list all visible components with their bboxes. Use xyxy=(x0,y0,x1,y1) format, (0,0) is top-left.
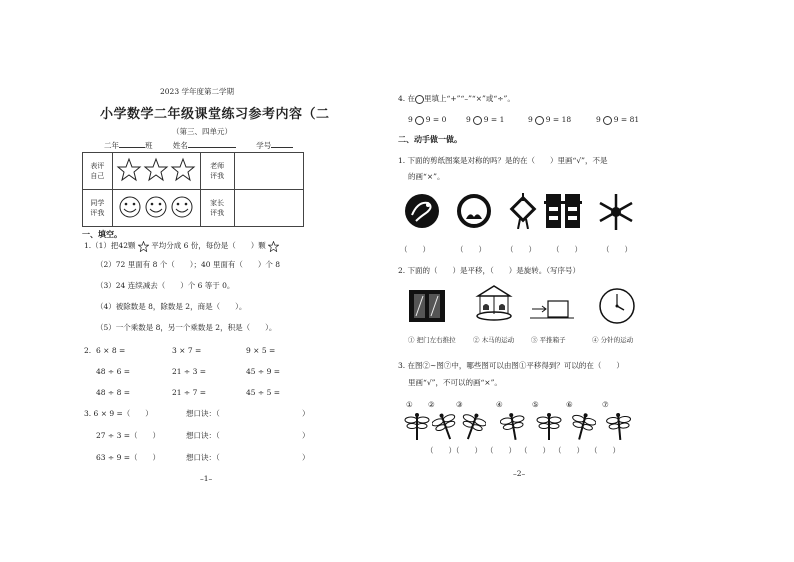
q4-prompt: 4. 在 里填上“+”“–”“×”或“÷”。 xyxy=(398,94,515,103)
q4-item: 9 9 = 18 xyxy=(528,115,572,124)
smiley-icon[interactable] xyxy=(120,197,140,217)
q3-formula: 想口诀：（ xyxy=(186,453,220,462)
circle-blank-icon xyxy=(415,95,424,104)
section-fill-blank: 一、填空。 xyxy=(82,229,122,239)
q4-item: 9 9 = 81 xyxy=(596,115,640,124)
answer-blank[interactable]: （ ） xyxy=(400,245,430,254)
answer-blank[interactable]: （ ） xyxy=(520,446,550,455)
answer-blank[interactable]: （ ） xyxy=(486,446,516,455)
caption: ① 把门左右推拉 xyxy=(408,336,456,344)
star-icon[interactable] xyxy=(118,159,140,180)
figure-label: ④ xyxy=(496,400,503,409)
q2-item: 48 ÷ 8 = xyxy=(96,388,131,397)
q1-part2: （2）72 里面有 8 个（ ）；40 里面有（ ）个 8 xyxy=(96,260,281,269)
page-title: 小学数学二年级课堂练习参考内容（二 xyxy=(100,107,330,122)
operator-circle[interactable] xyxy=(603,116,612,125)
p1-question-cont: 的画“×”。 xyxy=(408,172,445,181)
q4-item: 9 9 = 1 xyxy=(466,115,505,124)
q1-part4: （4）被除数是 8，除数是 2，商是（ ）。 xyxy=(96,302,247,311)
q2-item: 21 ÷ 7 = xyxy=(172,388,207,397)
answer-blank[interactable]: （ ） xyxy=(426,446,456,455)
page-number: –1– xyxy=(200,474,213,483)
clock-icon xyxy=(598,287,636,325)
answer-blank[interactable]: （ ） xyxy=(452,446,482,455)
answer-blank[interactable]: （ ） xyxy=(590,446,620,455)
answer-blank[interactable]: （ ） xyxy=(506,245,536,254)
operator-circle[interactable] xyxy=(473,116,482,125)
operator-circle[interactable] xyxy=(535,116,544,125)
q3-expression: 3. 6 × 9 =（ ） xyxy=(84,409,153,418)
id-label: 学号 xyxy=(256,141,272,150)
caption: ③ 平推箱子 xyxy=(531,336,566,344)
page-subtitle: （第三、四单元） xyxy=(172,127,232,136)
q2-item: 21 ÷ 3 = xyxy=(172,367,207,376)
carousel-icon xyxy=(474,284,514,322)
star-icon[interactable] xyxy=(145,159,167,180)
q2-item: 45 ÷ 9 = xyxy=(246,367,281,376)
figure-label: ② xyxy=(428,400,435,409)
student-info-line xyxy=(104,140,293,151)
parent-eval-cell[interactable] xyxy=(234,190,303,227)
answer-blank[interactable]: （ ） xyxy=(456,245,486,254)
figure-label: ⑥ xyxy=(566,400,573,409)
p1-question: 1. 下面的剪纸图案是对称的吗？是的在（ ）里画“√”，不是 xyxy=(398,156,608,165)
evaluation-table xyxy=(82,152,304,227)
q3-formula: 想口诀：（ xyxy=(186,409,220,418)
q3-close: ） xyxy=(302,431,310,440)
teacher-eval-cell[interactable] xyxy=(234,153,303,190)
snowflake-papercut-icon xyxy=(597,193,635,231)
parent-eval-label: 家长 评我 xyxy=(200,190,234,227)
dragonfly-icon xyxy=(404,408,430,442)
q1-part1: 1.（1）把42颗 平均分成 6 份，每份是（ ）颗 xyxy=(84,240,279,252)
answer-blank[interactable]: （ ） xyxy=(602,245,632,254)
smiley-icon[interactable] xyxy=(146,197,166,217)
operator-circle[interactable] xyxy=(415,116,424,125)
caption: ④ 分针的运动 xyxy=(592,336,634,344)
dragonfly-icon xyxy=(606,408,632,442)
dragonfly-icon xyxy=(500,408,526,442)
answer-blank[interactable]: （ ） xyxy=(552,245,582,254)
q3-expression: 27 ÷ 3 =（ ） xyxy=(96,431,161,440)
star-icon[interactable] xyxy=(172,159,194,180)
dragonfly-icon xyxy=(460,408,486,442)
answer-blank[interactable]: （ ） xyxy=(554,446,584,455)
dragonfly-icon xyxy=(570,408,596,442)
dragonfly-icon xyxy=(536,408,562,442)
smiley-rating[interactable] xyxy=(112,190,200,227)
figure-label: ⑦ xyxy=(602,400,609,409)
caption: ② 木马的运动 xyxy=(473,336,515,344)
teacher-eval-label: 老师 评我 xyxy=(200,153,234,190)
q2-item: 6 × 8 = xyxy=(96,346,126,355)
q2-item: 3 × 7 = xyxy=(172,346,202,355)
q3-formula: 想口诀：（ xyxy=(186,431,220,440)
q3-close: ） xyxy=(302,453,310,462)
knot-papercut-icon xyxy=(508,193,538,229)
q2-item: 45 ÷ 5 = xyxy=(246,388,281,397)
figure-label: ⑤ xyxy=(532,400,539,409)
birds-papercut-icon xyxy=(456,193,492,229)
grade-label: 二年 xyxy=(104,141,119,150)
q2-item: 9 × 5 = xyxy=(246,346,276,355)
p3-question: 3. 在图②~图⑦中，哪些图可以由图①平移得到？可以的在（ ） xyxy=(398,361,624,370)
double-happiness-papercut-icon xyxy=(544,192,582,230)
star-icon xyxy=(268,241,279,252)
section-hands-on: 二、动手做一做。 xyxy=(398,134,462,144)
peer-eval-label: 同学 评我 xyxy=(83,190,113,227)
name-label: 姓名 xyxy=(172,141,188,150)
class-label: 班 xyxy=(145,141,153,150)
star-icon xyxy=(138,241,149,252)
q1-part5: （5）一个乘数是 8，另一个乘数是 2，积是（ ）。 xyxy=(96,323,277,332)
figure-label: ③ xyxy=(456,400,463,409)
p3-question-cont: 里画“√”，不可以的画“×”。 xyxy=(408,378,502,387)
p2-question: 2. 下面的（ ）是平移，（ ）是旋转。（写序号） xyxy=(398,266,581,275)
pushing-box-icon xyxy=(530,297,574,323)
smiley-icon[interactable] xyxy=(172,197,192,217)
page-number: –2– xyxy=(513,469,526,478)
semester-header: 2023 学年度第二学期 xyxy=(160,87,234,96)
self-eval-label: 表评 自己 xyxy=(83,153,113,190)
q3-close: ） xyxy=(302,409,310,418)
q2-item: 48 ÷ 6 = xyxy=(96,367,131,376)
dragon-papercut-icon xyxy=(404,193,440,229)
figure-label: ① xyxy=(406,400,413,409)
q2-number: 2. xyxy=(84,346,92,355)
star-icons xyxy=(116,157,196,183)
sliding-door-icon xyxy=(408,289,446,323)
q3-expression: 63 ÷ 9 =（ ） xyxy=(96,453,161,462)
q4-item: 9 9 = 0 xyxy=(408,115,447,124)
dragonfly-icon xyxy=(432,408,458,442)
star-rating[interactable] xyxy=(112,153,200,190)
smiley-icons xyxy=(116,194,196,220)
q1-part3: （3）24 连续减去（ ）个 6 等于 0。 xyxy=(96,281,235,290)
